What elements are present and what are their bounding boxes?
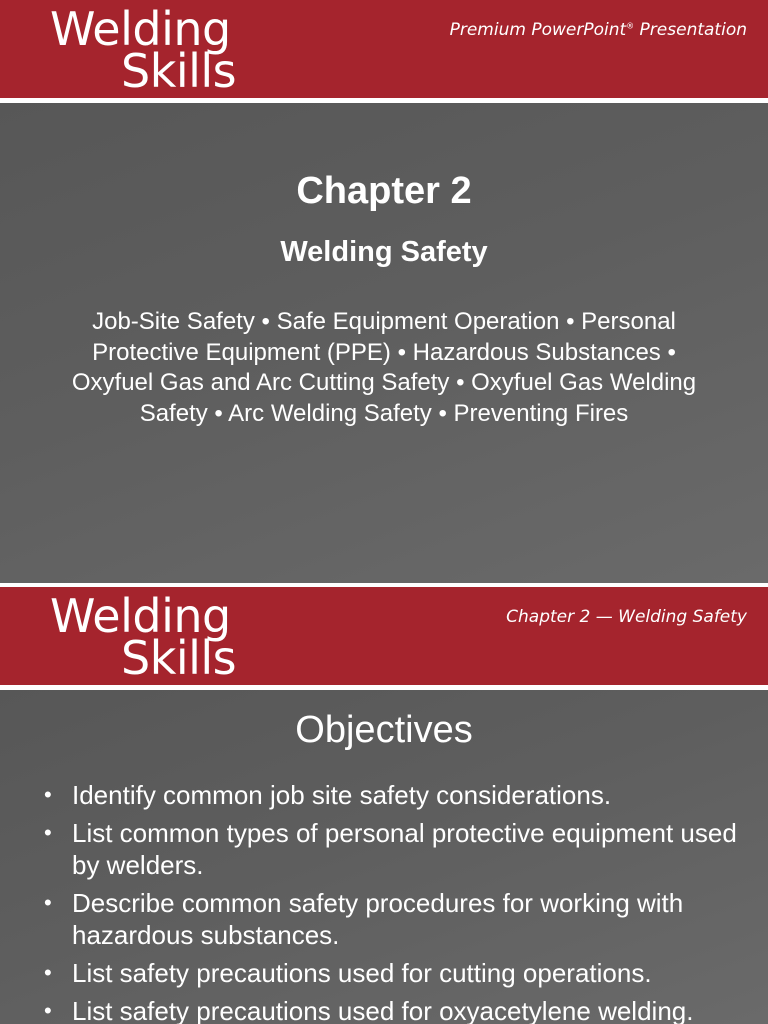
bullet-icon: • [44,782,52,807]
chapter-title: Chapter 2 [296,170,472,212]
slide-header [0,587,768,685]
objectives-list [44,779,744,1024]
list-item-text: Identify common job site safety considerations. [72,780,612,810]
objectives-title: Objectives [295,709,473,751]
list-item-text: Describe common safety procedures for working with hazardous substances. [72,888,684,950]
chapter-subtitle: Welding Safety [280,236,488,268]
list-item [44,817,744,881]
objectives-slide [0,587,768,1024]
header-divider [0,98,768,103]
slide-header [0,0,768,98]
welding-skills-logo [50,589,237,685]
welding-skills-logo [50,2,237,98]
bullet-icon: • [44,820,52,845]
list-item-text: List common types of personal protective equipment used by welders. [72,818,737,880]
header-tagline [450,20,747,40]
tagline-main: Premium PowerPoint [449,20,627,40]
list-item-text: List safety precautions used for oxyacetylene welding. [72,996,694,1024]
header-divider [0,685,768,690]
logo-line-welding: Welding [50,2,231,56]
header-tagline: Chapter 2 — Welding Safety [506,607,747,627]
list-item [44,957,744,989]
list-item [44,779,744,811]
list-item [44,887,744,951]
tagline-end: Presentation [634,20,747,40]
logo-line-welding: Welding [50,589,231,643]
logo-line-skills: Skills [121,631,237,685]
bullet-icon: • [44,960,52,985]
logo-line-skills: Skills [121,44,237,98]
bullet-icon: • [44,998,52,1023]
list-item-text: List safety precautions used for cutting operations. [72,958,652,988]
chapter-topics: Job-Site Safety • Safe Equipment Operation • Personal Protective Equipment (PPE) • Hazardous Substances • Oxyfuel Gas and Arc Cutting Safety • Oxyfuel Gas Welding Safety • Arc Welding Safety • Preventing Fires [71,308,697,427]
bullet-icon: • [44,890,52,915]
registered-mark: ® [626,21,635,31]
list-item [44,995,744,1024]
